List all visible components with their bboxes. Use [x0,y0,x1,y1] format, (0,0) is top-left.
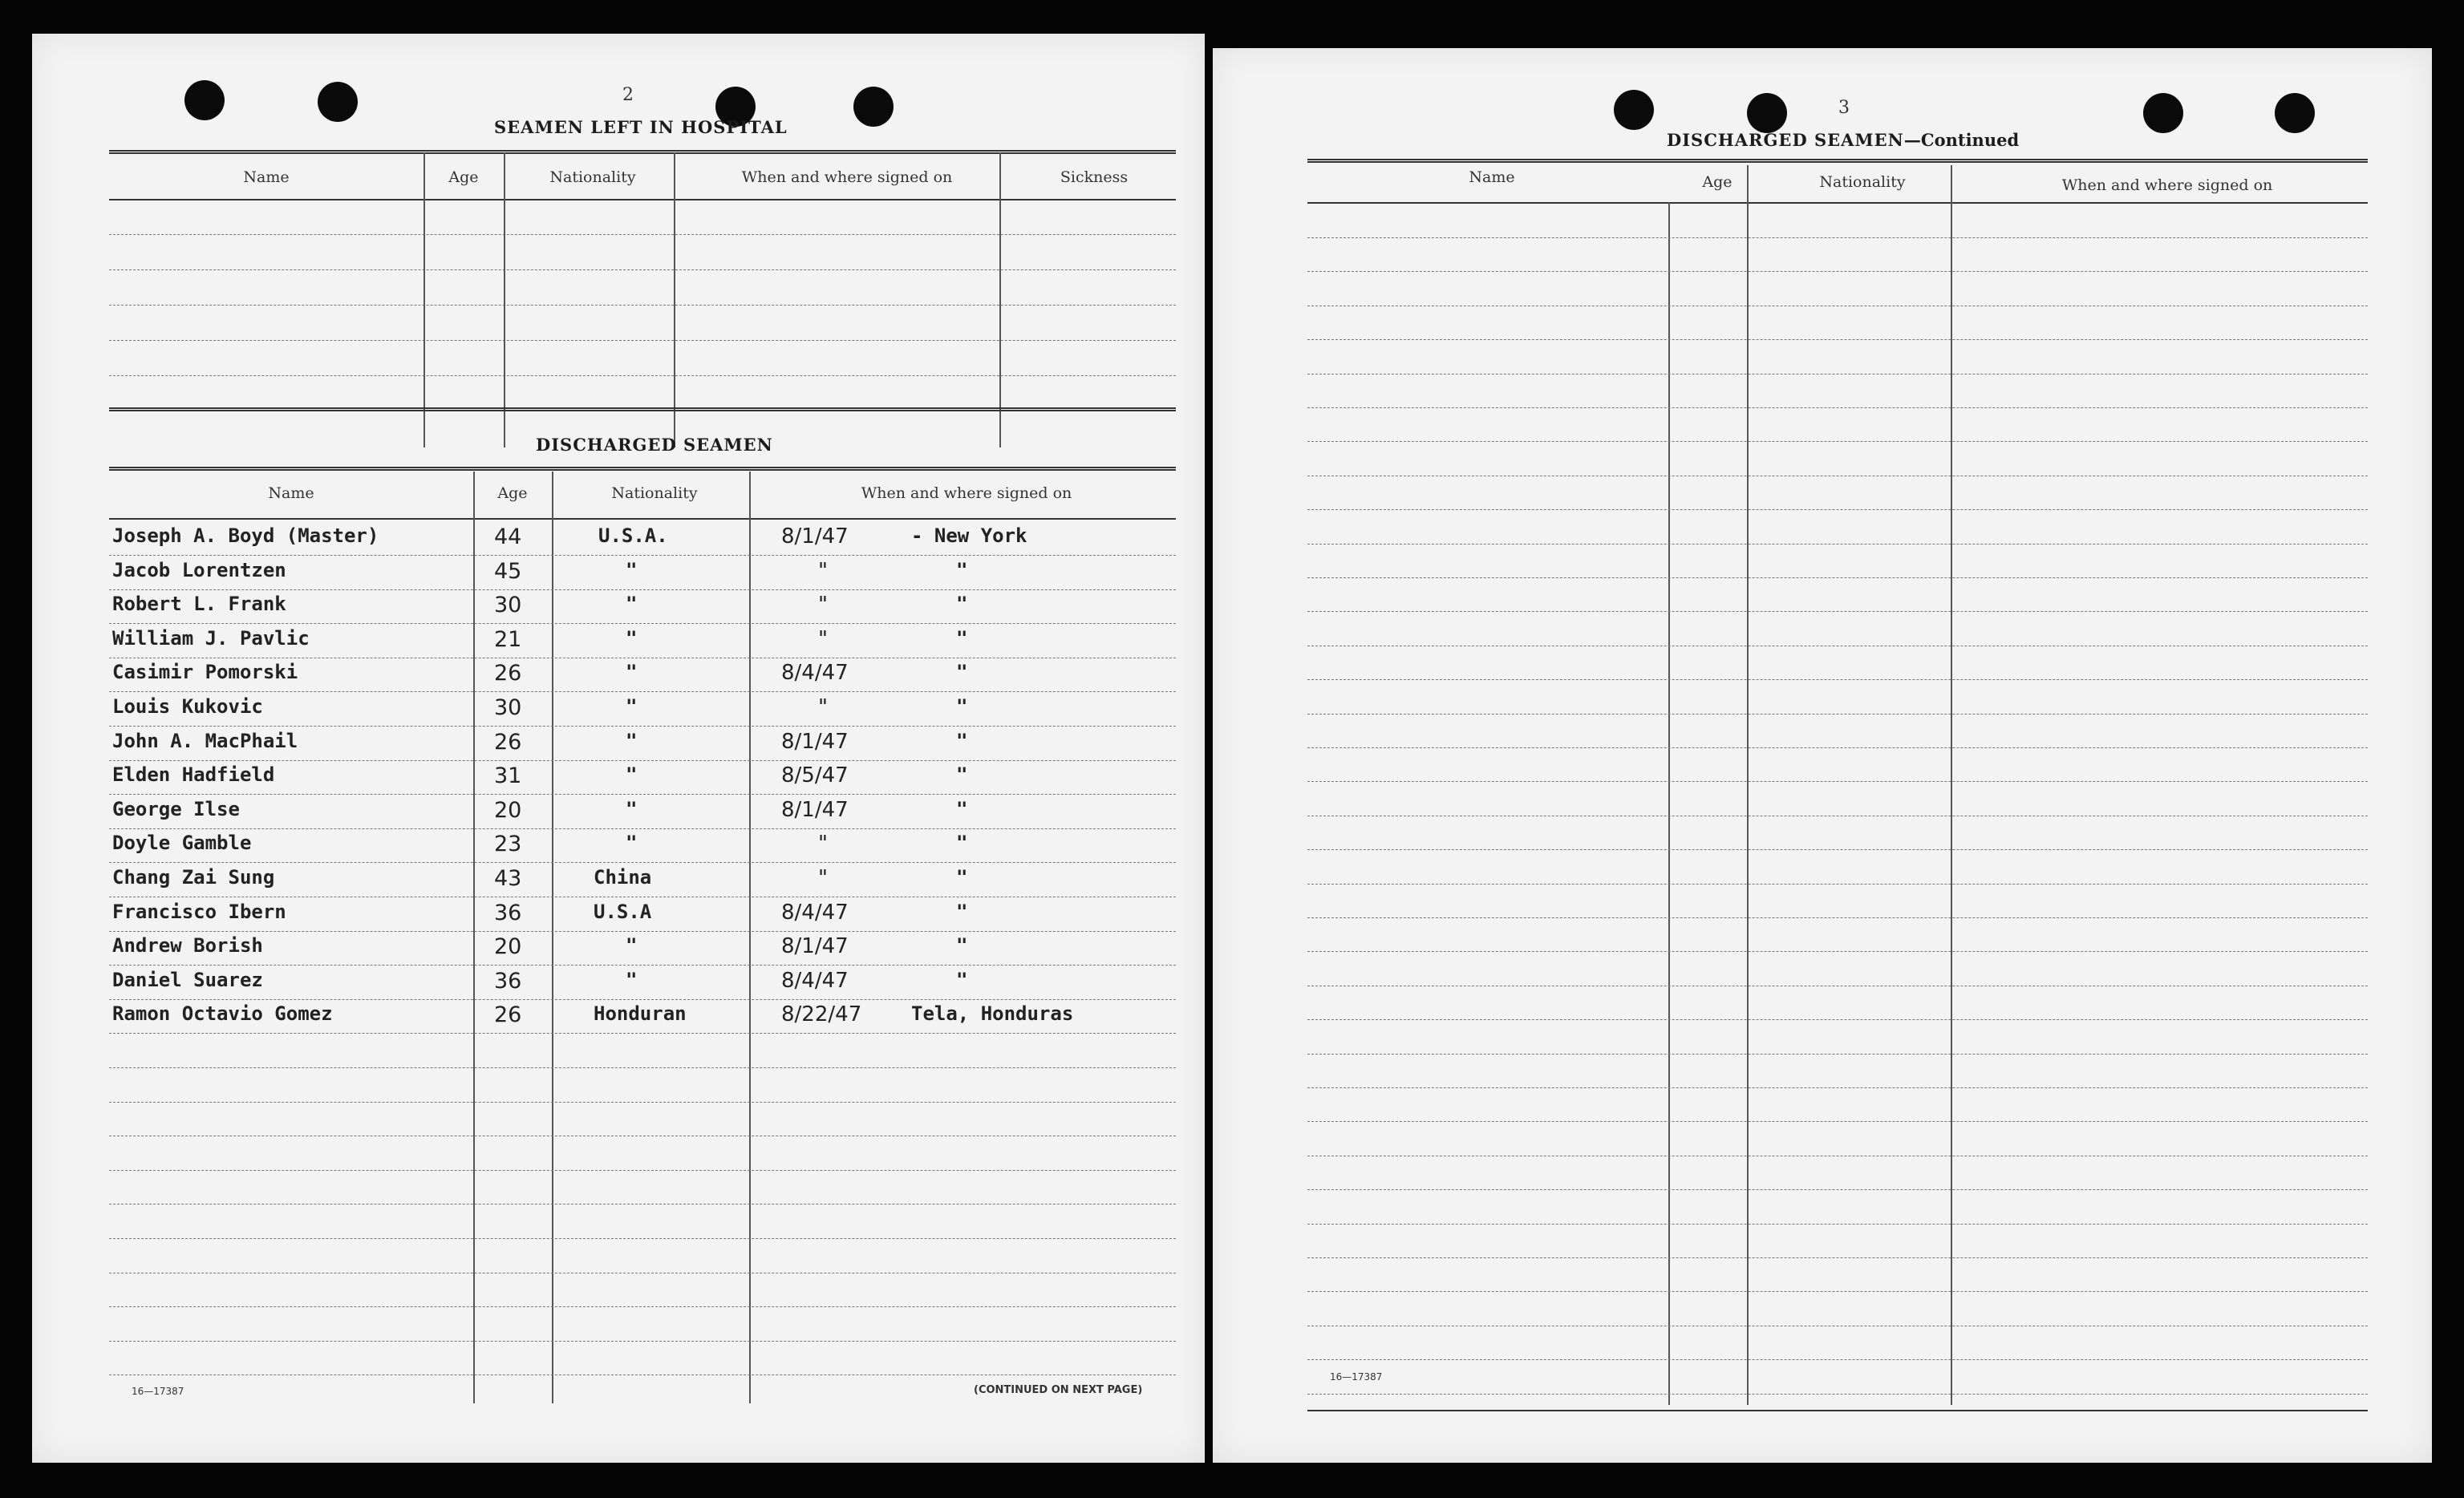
ruled-line [109,1341,1176,1342]
signed-on-date: " [818,695,828,719]
seaman-age: 31 [494,763,522,789]
ruled-line [1307,577,2368,578]
seaman-name: Francisco Ibern [112,900,286,923]
seaman-age: 43 [494,866,522,891]
punch-hole [2143,93,2183,133]
ruled-line [109,862,1176,863]
ruled-line [109,375,1176,376]
seaman-age: 23 [494,832,522,857]
seaman-name: William J. Pavlic [112,626,310,650]
column-divider [749,472,751,1403]
seaman-name: Joseph A. Boyd (Master) [112,524,379,547]
seaman-name: Doyle Gamble [112,832,252,855]
ruled-line [109,305,1176,306]
ruled-line [109,691,1176,692]
seaman-nationality: " [626,661,638,684]
seaman-nationality: " [626,968,638,991]
ruled-line [1307,271,2368,272]
seaman-nationality: China [594,866,652,889]
column-divider [999,152,1001,447]
signed-on-place: " [956,763,968,787]
signed-on-date: 8/5/47 [781,763,849,788]
ruled-line [1307,1121,2368,1122]
signed-on-date: 8/4/47 [781,968,849,993]
continued-header-age: Age [1702,173,1732,191]
column-divider [1951,165,1952,1405]
signed-on-date: " [818,593,828,617]
ruled-line [109,931,1176,932]
ruled-line [1307,951,2368,952]
discharged-header-name: Name [268,484,314,502]
signed-on-place: " [956,797,968,820]
column-divider [424,152,425,447]
ruled-line [1307,237,2368,238]
continued-header-signed-on: When and where signed on [2061,176,2273,194]
seaman-age: 26 [494,661,522,686]
continued-title-text: DISCHARGED SEAMEN [1667,130,1904,150]
continued-header-nationality: Nationality [1819,173,1906,191]
signed-on-date: 8/1/47 [781,934,849,959]
ruled-line [109,269,1176,270]
continued-title-suffix: —Continued [1903,130,2020,150]
ruled-line [109,1170,1176,1171]
hospital-header-nationality: Nationality [549,168,636,186]
signed-on-place: " [956,968,968,991]
signed-on-place: " [956,934,968,958]
ruled-line [109,340,1176,341]
seaman-age: 26 [494,729,522,755]
discharged-header-signed-on: When and where signed on [861,484,1072,502]
signed-on-place: " [956,695,968,718]
continued-section-title [1667,130,2019,150]
hospital-header-signed-on: When and where signed on [741,168,953,186]
ruled-line [1307,441,2368,442]
punch-hole [2275,93,2315,133]
ruled-line [1307,509,2368,510]
punch-hole [853,87,894,127]
ruled-line [109,760,1176,761]
signed-on-place: " [956,558,968,581]
page-number: 2 [622,85,634,105]
seaman-age: 45 [494,558,522,584]
ruled-line [1307,1394,2368,1395]
punch-hole [1614,90,1654,130]
signed-on-date: 8/22/47 [781,1002,862,1027]
ruled-line [1307,849,2368,850]
table-rule [1307,1410,2368,1411]
ruled-line [1307,1224,2368,1225]
ruled-line [1307,747,2368,748]
ruled-line [1307,1054,2368,1055]
ruled-line [1307,679,2368,680]
seaman-nationality: " [626,626,638,650]
seaman-name: Jacob Lorentzen [112,558,286,581]
continued-note: (CONTINUED ON NEXT PAGE) [974,1384,1143,1396]
ruled-line [1307,1257,2368,1258]
seaman-nationality: " [626,593,638,616]
ruled-line [109,794,1176,795]
signed-on-place: " [956,729,968,752]
column-divider [1747,165,1749,1405]
table-rule [1307,202,2368,204]
ruled-line [109,1033,1176,1034]
seaman-name: Robert L. Frank [112,593,286,616]
seaman-age: 20 [494,797,522,823]
seaman-name: Andrew Borish [112,934,263,958]
seaman-name: John A. MacPhail [112,729,298,752]
table-rule [109,467,1176,471]
punch-hole [1747,93,1787,133]
column-divider [1668,202,1670,1405]
seaman-name: Elden Hadfield [112,763,275,787]
seaman-name: Ramon Octavio Gomez [112,1002,333,1026]
signed-on-date: 8/1/47 [781,524,849,549]
table-rule [109,199,1176,200]
seaman-age: 30 [494,695,522,720]
ruled-line [109,965,1176,966]
seaman-name: George Ilse [112,797,240,820]
signed-on-place: - New York [911,524,1027,547]
continued-header-name: Name [1469,168,1515,186]
signed-on-date: 8/1/47 [781,729,849,754]
ruled-line [1307,917,2368,918]
ruled-line [1307,544,2368,545]
seaman-age: 36 [494,968,522,994]
hospital-header-age: Age [448,168,479,186]
signed-on-place: " [956,593,968,616]
discharged-header-nationality: Nationality [611,484,698,502]
ruled-line [1307,611,2368,612]
column-divider [473,472,475,1403]
table-rule [109,407,1176,411]
signed-on-place: " [956,832,968,855]
ruled-line [109,828,1176,829]
ruled-line [109,1238,1176,1239]
seaman-nationality: Honduran [594,1002,687,1026]
seaman-nationality: " [626,763,638,787]
ruled-line [109,234,1176,235]
seaman-age: 21 [494,626,522,652]
form-number: 16—17387 [1330,1371,1383,1383]
seaman-name: Casimir Pomorski [112,661,298,684]
signed-on-place: " [956,626,968,650]
ruled-line [1307,407,2368,408]
signed-on-date: " [818,558,828,583]
signed-on-date: " [818,832,828,856]
ruled-line [1307,339,2368,340]
ruled-line [109,623,1176,624]
ruled-line [109,999,1176,1000]
punch-hole [184,80,225,120]
hospital-header-name: Name [243,168,290,186]
seaman-age: 26 [494,1002,522,1028]
signed-on-date: 8/4/47 [781,661,849,686]
seaman-name: Daniel Suarez [112,968,263,991]
seaman-nationality: " [626,558,638,581]
ruled-line [1307,1359,2368,1360]
table-rule [109,518,1176,520]
signed-on-date: " [818,866,828,890]
seaman-age: 44 [494,524,522,549]
punch-hole [318,82,358,122]
page-number: 3 [1838,98,1850,118]
ruled-line [109,1102,1176,1103]
form-number: 16—17387 [132,1386,184,1397]
column-divider [504,152,505,447]
ruled-line [1307,1291,2368,1292]
ruled-line [109,555,1176,556]
ruled-line [1307,1087,2368,1088]
ruled-line [1307,1019,2368,1020]
hospital-section-title: SEAMEN LEFT IN HOSPITAL [494,117,788,137]
signed-on-place: " [956,661,968,684]
ruled-line [1307,884,2368,885]
left-page [32,34,1205,1463]
signed-on-place: Tela, Honduras [911,1002,1074,1026]
table-rule [109,150,1176,154]
ruled-line [1307,781,2368,782]
seaman-nationality: " [626,695,638,718]
discharged-section-title: DISCHARGED SEAMEN [536,435,773,455]
seaman-nationality: U.S.A [594,900,652,923]
seaman-name: Chang Zai Sung [112,866,275,889]
ruled-line [109,1067,1176,1068]
ruled-line [109,1306,1176,1307]
seaman-nationality: " [626,797,638,820]
seaman-nationality: " [626,832,638,855]
seaman-nationality: " [626,729,638,752]
ruled-line [1307,1189,2368,1190]
signed-on-place: " [956,900,968,923]
column-divider [552,472,553,1403]
seaman-age: 20 [494,934,522,960]
discharged-header-age: Age [497,484,528,502]
signed-on-date: " [818,626,828,651]
ruled-line [109,726,1176,727]
signed-on-date: 8/4/47 [781,900,849,925]
seaman-name: Louis Kukovic [112,695,263,718]
seaman-nationality: " [626,934,638,958]
seaman-age: 30 [494,593,522,618]
seaman-nationality: U.S.A. [598,524,668,547]
ruled-line [109,589,1176,590]
signed-on-place: " [956,866,968,889]
ruled-line [1307,714,2368,715]
signed-on-date: 8/1/47 [781,797,849,822]
right-page [1213,48,2432,1463]
column-divider [674,152,675,447]
seaman-age: 36 [494,900,522,925]
table-rule [1307,159,2368,163]
hospital-header-sickness: Sickness [1060,168,1129,186]
